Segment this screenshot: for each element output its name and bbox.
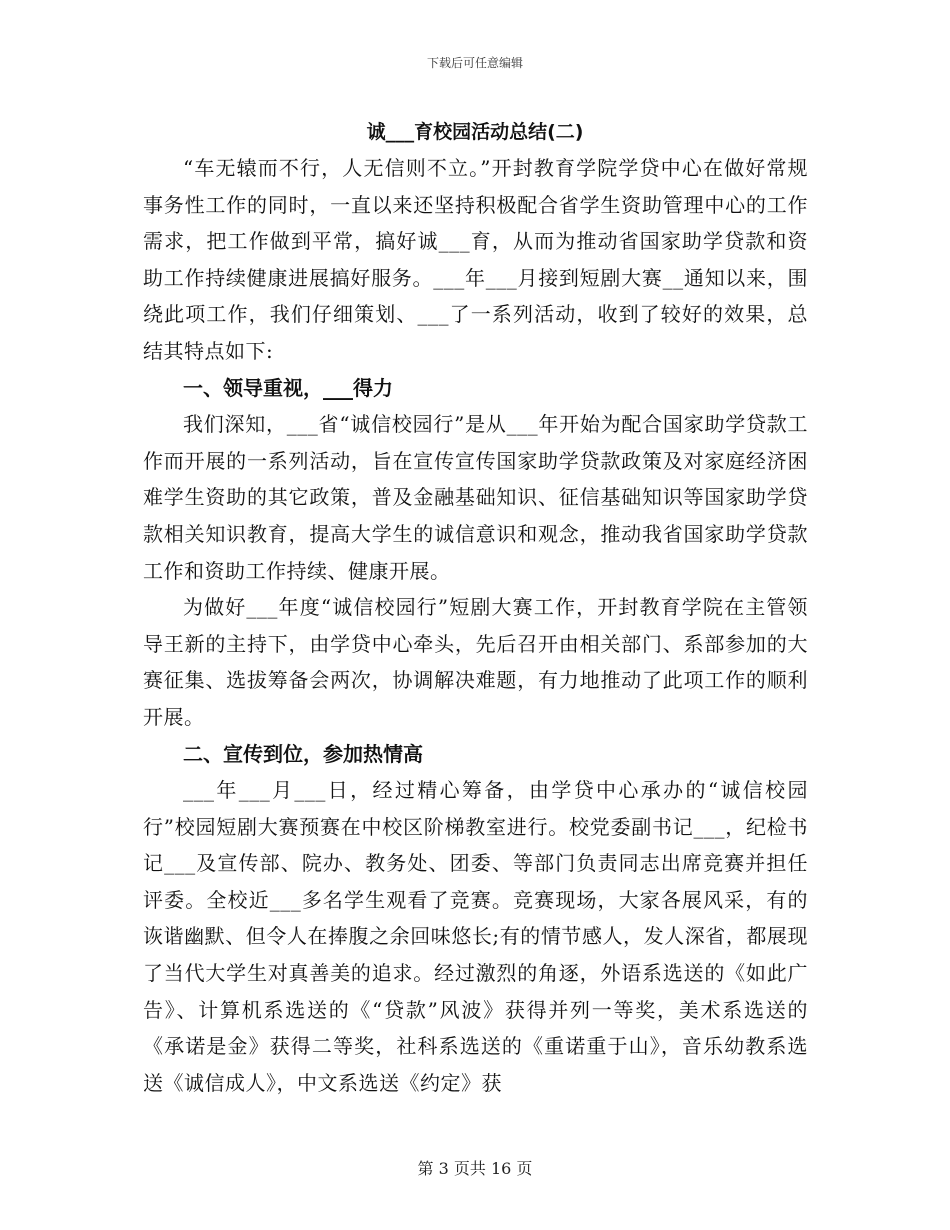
document-body (143, 150, 808, 1101)
section-heading-1: 一、领导重视，___得力 (183, 375, 393, 400)
header-note: 下载后可任意编辑 (426, 56, 523, 70)
section-2-paragraph-1: ___年___月___日，经过精心筹备，由学贷中心承办的“诚信校园行”校园短剧大赛预赛在中校区阶梯教室进行。校党委副书记___，纪检书记___及宣传部、院办、教务处、团委、等部门负责同志出席竞赛并担任评委。全校近___多名学生观看了竞赛。竞赛现场，大家各展风采，有的诙谐幽默、但令人在捧腹之余回味悠长;有的情节感人，发人深省，都展现了当代大学生对真善美的追求。经过激烈的角逐，外语系选送的《如此广告》、计算机系选送的《“贷款”风波》获得并列一等奖，美术系选送的《承诺是金》获得二等奖，社科系选送的《重诺重于山》，音乐幼教系选送《诚信成人》，中文系选送《约定》获 (143, 778, 808, 1095)
section-1-paragraph-2: 为做好___年度“诚信校园行”短剧大赛工作，开封教育学院在主管领导王新的主持下，由学贷中心牵头，先后召开由相关部门、系部参加的大赛征集、选拔筹备会两次，协调解决难题，有力地推动了此项工作的顺利开展。 (143, 595, 808, 729)
section-1-paragraph-1: 我们深知，___省“诚信校园行”是从___年开始为配合国家助学贷款工作而开展的一系列活动，旨在宣传宣传国家助学贷款政策及对家庭经济困难学生资助的其它政策，普及金融基础知识、征信基础知识等国家助学贷款相关知识教育，提高大学生的诚信意识和观念，推动我省国家助学贷款工作和资助工作持续、健康开展。 (143, 412, 808, 583)
document-title: 诚___育校园活动总结(二) (366, 121, 584, 143)
section-heading-2: 二、宣传到位，参加热情高 (183, 741, 423, 766)
intro-paragraph: “车无辕而不行，人无信则不立。”开封教育学院学贷中心在做好常规事务性工作的同时，一直以来还坚持积极配合省学生资助管理中心的工作需求，把工作做到平常，搞好诚___育，从而为推动省国家助学贷款和资助工作持续健康进展搞好服务。___年___月接到短剧大赛__通知以来，围绕此项工作，我们仔细策划、___了一系列活动，收到了较好的效果，总结其特点如下: (143, 156, 808, 363)
page-footer: 第 3 页共 16 页 (417, 1159, 533, 1178)
